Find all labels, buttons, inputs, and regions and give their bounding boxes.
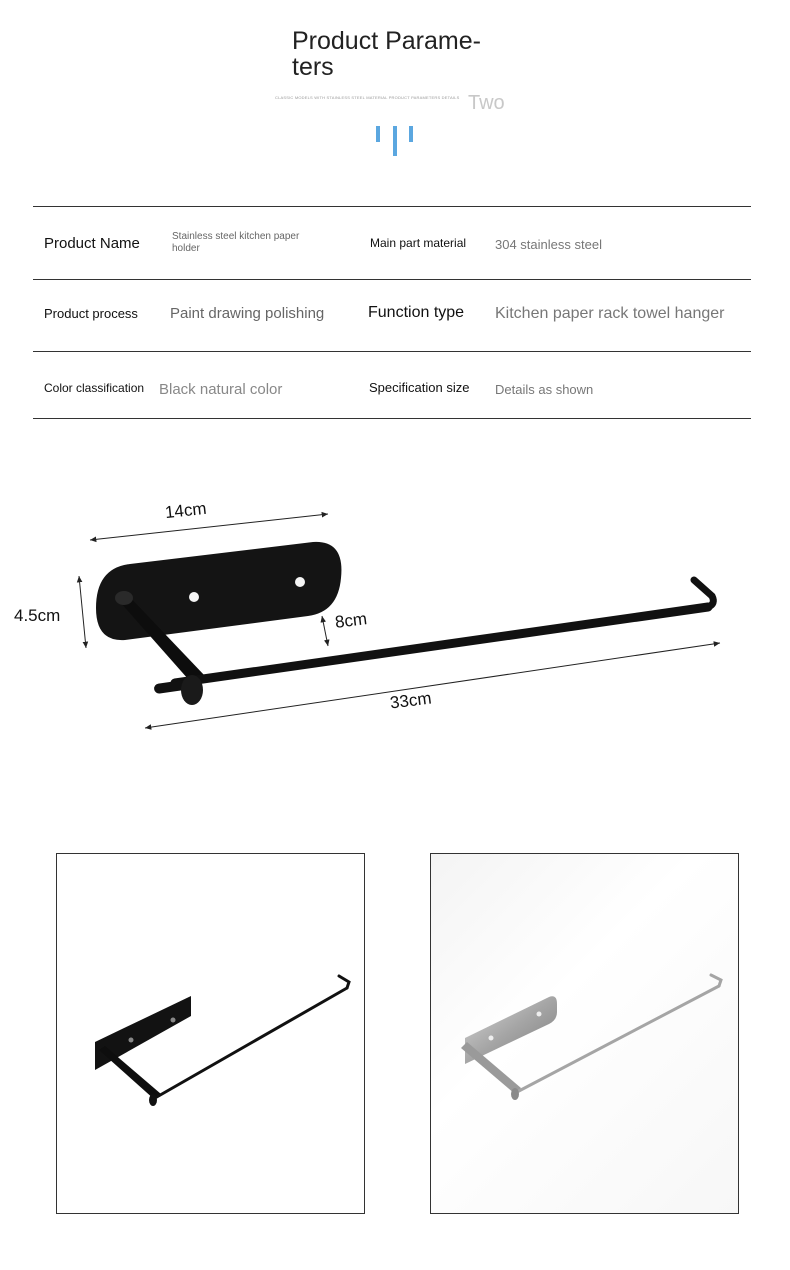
param-value: Details as shown: [495, 382, 594, 397]
param-value: 304 stainless steel: [495, 237, 602, 252]
length-label: 33cm: [388, 688, 433, 713]
black-end-cap: [149, 1094, 157, 1106]
screw-hole: [537, 1012, 542, 1017]
black-post: [99, 1046, 161, 1100]
wall-plate: [96, 542, 341, 640]
height-label: 4.5cm: [14, 606, 61, 625]
param-value: Paint drawing polishing: [170, 305, 325, 322]
param-value: Black natural color: [159, 381, 283, 398]
depth-dimension-line: [322, 616, 328, 646]
black-holder-image: [57, 854, 365, 1214]
paper-holder-drawing: [96, 542, 713, 705]
accent-bar-left: [376, 126, 380, 142]
screw-hole: [489, 1036, 494, 1041]
silver-holder-photo: [430, 853, 739, 1214]
param-value: Stainless steel kitchen paper holder: [172, 231, 300, 254]
param-label: Product process: [44, 306, 138, 321]
page-title: Product Parame- ters: [292, 27, 481, 81]
silver-holder-image: [431, 854, 739, 1214]
page-subtitle: CLASSIC MODELS WITH STAINLESS STEEL MATERIAL PRODUCT PARAMETERS DETAILS: [275, 95, 460, 100]
param-row: [33, 351, 751, 419]
height-dimension-line: [79, 576, 86, 648]
parameters-table: [33, 206, 751, 419]
param-label: Product Name: [44, 235, 140, 252]
param-label: Specification size: [369, 380, 470, 395]
accent-bar-center: [393, 126, 397, 156]
param-label: Color classification: [44, 381, 145, 395]
param-row: [33, 206, 751, 279]
param-row: [33, 279, 751, 351]
length-dimension-line: [145, 643, 720, 728]
black-hook: [339, 976, 349, 988]
ghost-watermark-text: Two: [468, 92, 505, 114]
screw-hole: [189, 592, 199, 602]
param-label: Function type: [368, 304, 465, 321]
screw-hole: [129, 1038, 134, 1043]
screw-hole: [171, 1018, 176, 1023]
black-holder-photo: [56, 853, 365, 1214]
rod-hook: [694, 580, 713, 607]
silver-end-cap: [511, 1088, 519, 1100]
post-end: [115, 591, 133, 605]
width-label: 14cm: [164, 498, 208, 523]
end-cap-face: [181, 675, 203, 705]
accent-bar-right: [409, 126, 413, 142]
param-value: Kitchen paper rack towel hanger: [495, 305, 725, 322]
width-dimension-line: [90, 514, 328, 540]
screw-hole: [295, 577, 305, 587]
param-label: Main part material: [370, 236, 467, 250]
depth-label: 8cm: [333, 609, 369, 632]
silver-hook: [711, 975, 721, 986]
